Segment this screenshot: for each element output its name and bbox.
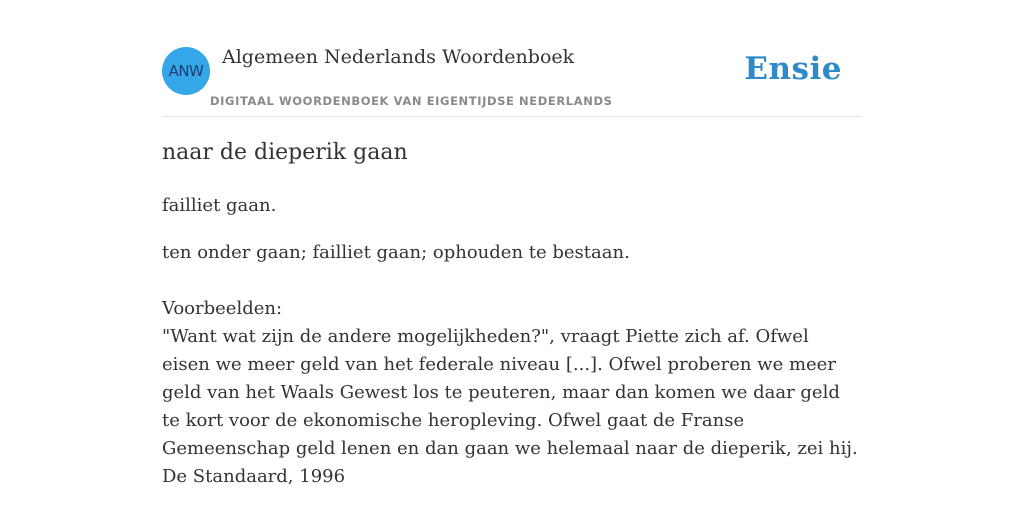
page-container xyxy=(162,0,862,487)
content-spacer xyxy=(162,267,862,295)
anw-logo[interactable] xyxy=(162,47,210,95)
example-quote: "Want wat zijn de andere mogelijkheden?", vraagt Piette zich af. Ofwel eisen we meer geld van het federale niveau [...]. Ofwel proberen we meer geld van het Waals Gewest los te peuteren, maar dan komen we daar geld te kort voor de ekonomische heropleving. Ofwel gaat de Franse Gemeenschap geld lenen en dan gaan we helemaal naar de dieperik, zei hij. xyxy=(162,326,858,459)
long-definition: ten onder gaan; failliet gaan; ophouden te bestaan. xyxy=(162,242,630,263)
site-header xyxy=(162,0,862,117)
entry-content xyxy=(162,239,862,491)
ensie-brand-link[interactable]: Ensie xyxy=(744,51,842,87)
short-definition: failliet gaan. xyxy=(162,195,277,216)
examples-label: Voorbeelden: xyxy=(162,298,283,319)
logo-text: ANW xyxy=(168,62,204,80)
example-source: De Standaard, 1996 xyxy=(162,466,346,487)
site-subtitle: DIGITAAL WOORDENBOEK VAN EIGENTIJDSE NEDERLANDS xyxy=(210,94,613,108)
page-title: naar de dieperik gaan xyxy=(162,140,408,165)
site-title[interactable]: Algemeen Nederlands Woordenboek xyxy=(222,46,575,68)
